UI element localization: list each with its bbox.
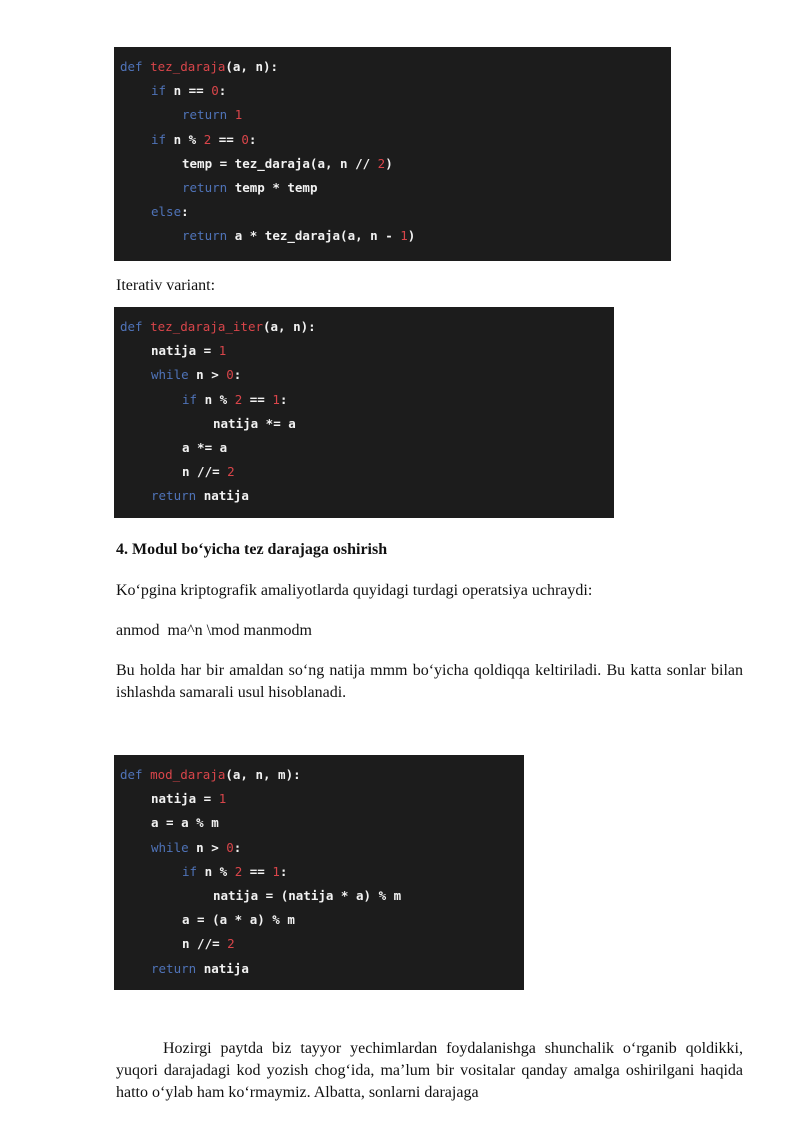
code-token: == [242,391,273,407]
code-token: return [182,179,235,195]
code-token: def [120,319,151,334]
code-line [120,884,524,908]
code-token: 0 [226,839,234,855]
code-line [120,957,524,981]
code-token: 1 [272,391,280,407]
code-token: : [279,391,288,407]
code-line [120,315,614,339]
code-token: n % [173,131,204,147]
code-token: mod_daraja [150,767,226,782]
code-token: while [151,839,197,855]
code-token: (a, n, m): [225,767,301,782]
code-line [120,860,524,884]
code-token: natija [203,960,249,976]
code-line [120,128,671,152]
code-line [120,836,524,860]
code-line [120,484,614,508]
code-token: : [233,367,242,383]
code-line [120,787,524,811]
code-line [120,363,614,387]
code-token: def [120,767,151,782]
code-line [120,388,614,412]
code-token: natija [203,488,249,504]
code-line [120,436,614,460]
code-token: natija *= a [213,415,296,431]
label-iterative: Iterativ variant: [116,277,216,294]
code-token: (a, n): [263,319,316,334]
code-token: == [211,131,242,147]
code-token: n == [173,83,212,99]
paragraph-closing: Hozirgi paytda biz tayyor yechimlardan foydalanishga shunchalik o‘rganib qoldikki, yuqori darajadagi kod yozish chog‘ida, ma’lum bir vositalar qanday amalga oshirilgani haqida hatto o‘ylab ham ko‘rmaymiz. Albatta, sonlarni darajaga [116,1040,743,1101]
paragraph-intro: Ko‘pgina kriptografik amaliyotlarda quyidagi turdagi operatsiya uchraydi: [116,582,593,599]
code-token: a *= a [182,439,228,455]
code-token: def [120,59,151,74]
code-line [120,339,614,363]
code-line [120,763,524,787]
code-token: n % [204,863,235,879]
code-token: if [151,131,174,147]
code-line [120,224,671,248]
code-line [120,103,671,127]
code-line [120,932,524,956]
code-token: == [242,863,273,879]
code-token: return [151,960,204,976]
code-token: n % [204,391,235,407]
code-token: 1 [218,343,227,359]
code-token: tez_daraja [150,59,226,74]
code-line [120,176,671,200]
code-token: 2 [227,936,235,952]
code-token: : [218,83,227,99]
code-block-recursive [114,47,671,261]
code-token: if [182,863,205,879]
code-token: 1 [218,791,227,807]
code-token: return [151,488,204,504]
code-token: 1 [400,228,408,244]
code-token: n > [196,839,227,855]
code-token: n //= [182,464,228,480]
code-token: 2 [234,863,243,879]
code-token: 2 [227,464,235,480]
code-token: n > [196,367,227,383]
code-token: ) [385,155,393,171]
code-token: if [182,391,205,407]
code-token: if [151,83,174,99]
code-token: a * tez_daraja(a, n - [234,228,401,244]
code-token: return [182,228,235,244]
code-token: temp * temp [234,179,318,195]
code-token: a = a % m [151,815,219,831]
code-token: while [151,367,197,383]
code-line [120,412,614,436]
code-token: n //= [182,936,228,952]
code-token: a = (a * a) % m [182,912,295,928]
code-token: : [181,204,189,220]
code-token: 0 [241,131,249,147]
code-token: tez_daraja_iter [150,319,263,334]
code-token: : [233,839,242,855]
code-token: temp = tez_daraja(a, n // [182,155,378,171]
code-token: 1 [272,863,280,879]
formula-line: anmod ma^n \mod manmodm [116,622,312,639]
paragraph-explanation: Bu holda har bir amaldan so‘ng natija mmm bo‘yicha qoldiqqa keltiriladi. Bu katta sonlar bilan ishlashda samarali usul hisoblanadi. [116,662,743,701]
code-line [120,460,614,484]
code-token: return [182,107,235,123]
section-heading: 4. Modul bo‘yicha tez darajaga oshirish [116,541,388,558]
code-token: (a, n): [225,59,279,74]
code-token: 1 [234,107,243,123]
code-token: 2 [203,131,212,147]
code-token: : [248,131,257,147]
code-line [120,79,671,103]
code-token: natija = [151,791,219,807]
code-line [120,200,671,224]
code-token: : [279,863,288,879]
code-token: 0 [226,367,234,383]
code-token: 2 [377,155,386,171]
code-token: ) [407,228,416,244]
code-line [120,811,524,835]
code-token: natija = (natija * a) % m [213,887,402,903]
code-token: natija = [151,343,219,359]
code-line [120,55,671,79]
code-block-iterative [114,307,614,518]
code-token: 0 [211,83,219,99]
code-line [120,908,524,932]
code-token: else [151,204,182,220]
code-line [120,152,671,176]
code-token: 2 [234,391,243,407]
code-block-modular [114,755,524,990]
